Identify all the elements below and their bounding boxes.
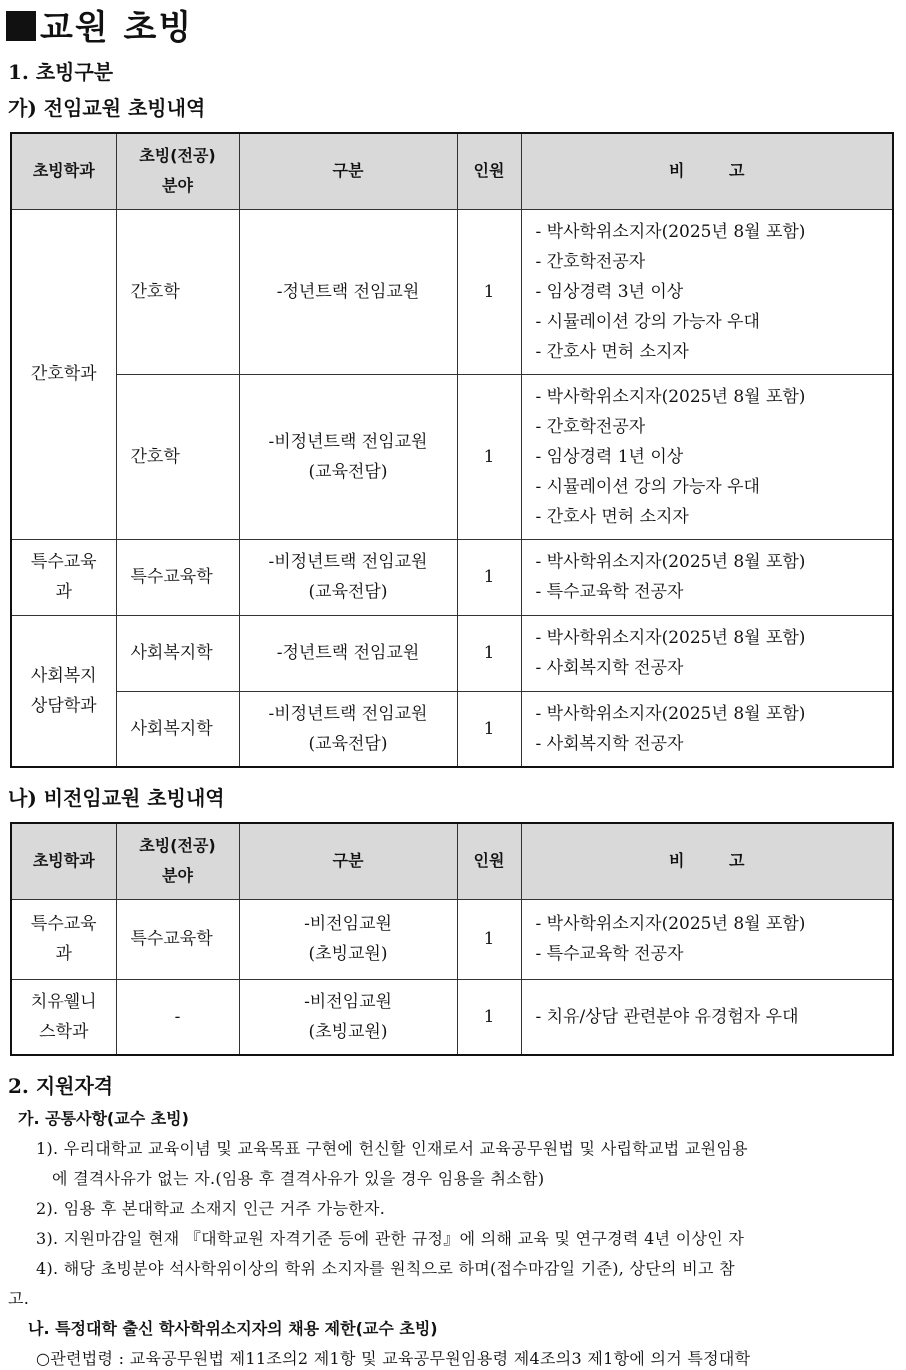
table-row bbox=[11, 539, 893, 615]
page-title-text: 교원 초빙 bbox=[40, 8, 194, 48]
note-cell: - 치유/상담 관련분야 유경험자 우대 bbox=[521, 979, 893, 1055]
dept-cell: 간호학과 bbox=[11, 209, 116, 539]
dept-cell: 특수교육 과 bbox=[11, 899, 116, 979]
header-type: 구분 bbox=[239, 823, 457, 899]
field-cell: 사회복지학 bbox=[116, 691, 239, 767]
section-1-heading: 1. 초빙구분 bbox=[8, 60, 114, 84]
common-requirements-title: 가. 공통사항(교수 초빙) bbox=[18, 1109, 189, 1128]
field-cell: 간호학 bbox=[116, 374, 239, 539]
header-field: 초빙(전공) 분야 bbox=[116, 823, 239, 899]
count-cell: 1 bbox=[457, 979, 521, 1055]
count-cell: 1 bbox=[457, 374, 521, 539]
table-row bbox=[11, 691, 893, 767]
type-cell: -비전임교원 (초빙교원) bbox=[239, 899, 457, 979]
restriction-title: 나. 특정대학 출신 학사학위소지자의 채용 제한(교수 초빙) bbox=[28, 1319, 438, 1338]
type-cell: -정년트랙 전임교원 bbox=[239, 615, 457, 691]
table-header-row bbox=[11, 823, 893, 899]
count-cell: 1 bbox=[457, 539, 521, 615]
header-note: 비 고 bbox=[521, 133, 893, 209]
requirement-item-1-cont: 에 결격사유가 없는 자.(임용 후 결격사유가 있을 경우 임용을 취소함) bbox=[52, 1169, 545, 1188]
fulltime-table bbox=[10, 132, 894, 768]
note-cell: - 박사학위소지자(2025년 8월 포함) - 특수교육학 전공자 bbox=[521, 539, 893, 615]
dept-cell: 사회복지 상담학과 bbox=[11, 615, 116, 767]
requirement-item-4-cont: 고. bbox=[8, 1289, 30, 1308]
count-cell: 1 bbox=[457, 899, 521, 979]
table-header-row bbox=[11, 133, 893, 209]
field-cell: 특수교육학 bbox=[116, 539, 239, 615]
type-cell: -정년트랙 전임교원 bbox=[239, 209, 457, 374]
field-cell: 사회복지학 bbox=[116, 615, 239, 691]
table-row bbox=[11, 374, 893, 539]
header-dept: 초빙학과 bbox=[11, 133, 116, 209]
field-cell: - bbox=[116, 979, 239, 1055]
header-type: 구분 bbox=[239, 133, 457, 209]
header-count: 인원 bbox=[457, 133, 521, 209]
note-cell: - 박사학위소지자(2025년 8월 포함) - 특수교육학 전공자 bbox=[521, 899, 893, 979]
parttime-table bbox=[10, 822, 894, 1056]
header-note: 비 고 bbox=[521, 823, 893, 899]
count-cell: 1 bbox=[457, 209, 521, 374]
type-cell: -비정년트랙 전임교원 (교육전담) bbox=[239, 374, 457, 539]
dept-cell: 치유웰니 스학과 bbox=[11, 979, 116, 1055]
requirement-item-1: 1). 우리대학교 교육이념 및 교육목표 구현에 헌신할 인재로서 교육공무원법 및 사립학교법 교원임용 bbox=[36, 1139, 748, 1158]
type-cell: -비정년트랙 전임교원 (교육전담) bbox=[239, 539, 457, 615]
table-row bbox=[11, 615, 893, 691]
table-row bbox=[11, 209, 893, 374]
requirement-item-4: 4). 해당 초빙분야 석사학위이상의 학위 소지자를 원칙으로 하며(접수마감일 기준), 상단의 비고 참 bbox=[36, 1259, 735, 1278]
table-row bbox=[11, 899, 893, 979]
note-cell: - 박사학위소지자(2025년 8월 포함) - 간호학전공자 - 임상경력 1년 이상 - 시뮬레이션 강의 가능자 우대 - 간호사 면허 소지자 bbox=[521, 374, 893, 539]
table-row bbox=[11, 979, 893, 1055]
note-cell: - 박사학위소지자(2025년 8월 포함) - 사회복지학 전공자 bbox=[521, 615, 893, 691]
fulltime-subheading: 가) 전임교원 초빙내역 bbox=[8, 96, 206, 120]
field-cell: 특수교육학 bbox=[116, 899, 239, 979]
note-cell: - 박사학위소지자(2025년 8월 포함) - 사회복지학 전공자 bbox=[521, 691, 893, 767]
header-dept: 초빙학과 bbox=[11, 823, 116, 899]
dept-cell: 특수교육 과 bbox=[11, 539, 116, 615]
black-square-icon bbox=[6, 11, 36, 41]
section-2-heading: 2. 지원자격 bbox=[8, 1074, 114, 1098]
header-count: 인원 bbox=[457, 823, 521, 899]
count-cell: 1 bbox=[457, 615, 521, 691]
count-cell: 1 bbox=[457, 691, 521, 767]
type-cell: -비정년트랙 전임교원 (교육전담) bbox=[239, 691, 457, 767]
page-title bbox=[6, 0, 193, 49]
header-field: 초빙(전공) 분야 bbox=[116, 133, 239, 209]
field-cell: 간호학 bbox=[116, 209, 239, 374]
requirement-item-2: 2). 임용 후 본대학교 소재지 인근 거주 가능한자. bbox=[36, 1199, 386, 1218]
requirement-item-3: 3). 지원마감일 현재 『대학교원 자격기준 등에 관한 규정』에 의해 교육 및 연구경력 4년 이상인 자 bbox=[36, 1229, 745, 1248]
parttime-subheading: 나) 비전임교원 초빙내역 bbox=[8, 786, 225, 810]
restriction-text: ○관련법령 : 교육공무원법 제11조의2 제1항 및 교육공무원임용령 제4조의3 제1항에 의거 특정대학 bbox=[36, 1349, 751, 1368]
type-cell: -비전임교원 (초빙교원) bbox=[239, 979, 457, 1055]
note-cell: - 박사학위소지자(2025년 8월 포함) - 간호학전공자 - 임상경력 3년 이상 - 시뮬레이션 강의 가능자 우대 - 간호사 면허 소지자 bbox=[521, 209, 893, 374]
